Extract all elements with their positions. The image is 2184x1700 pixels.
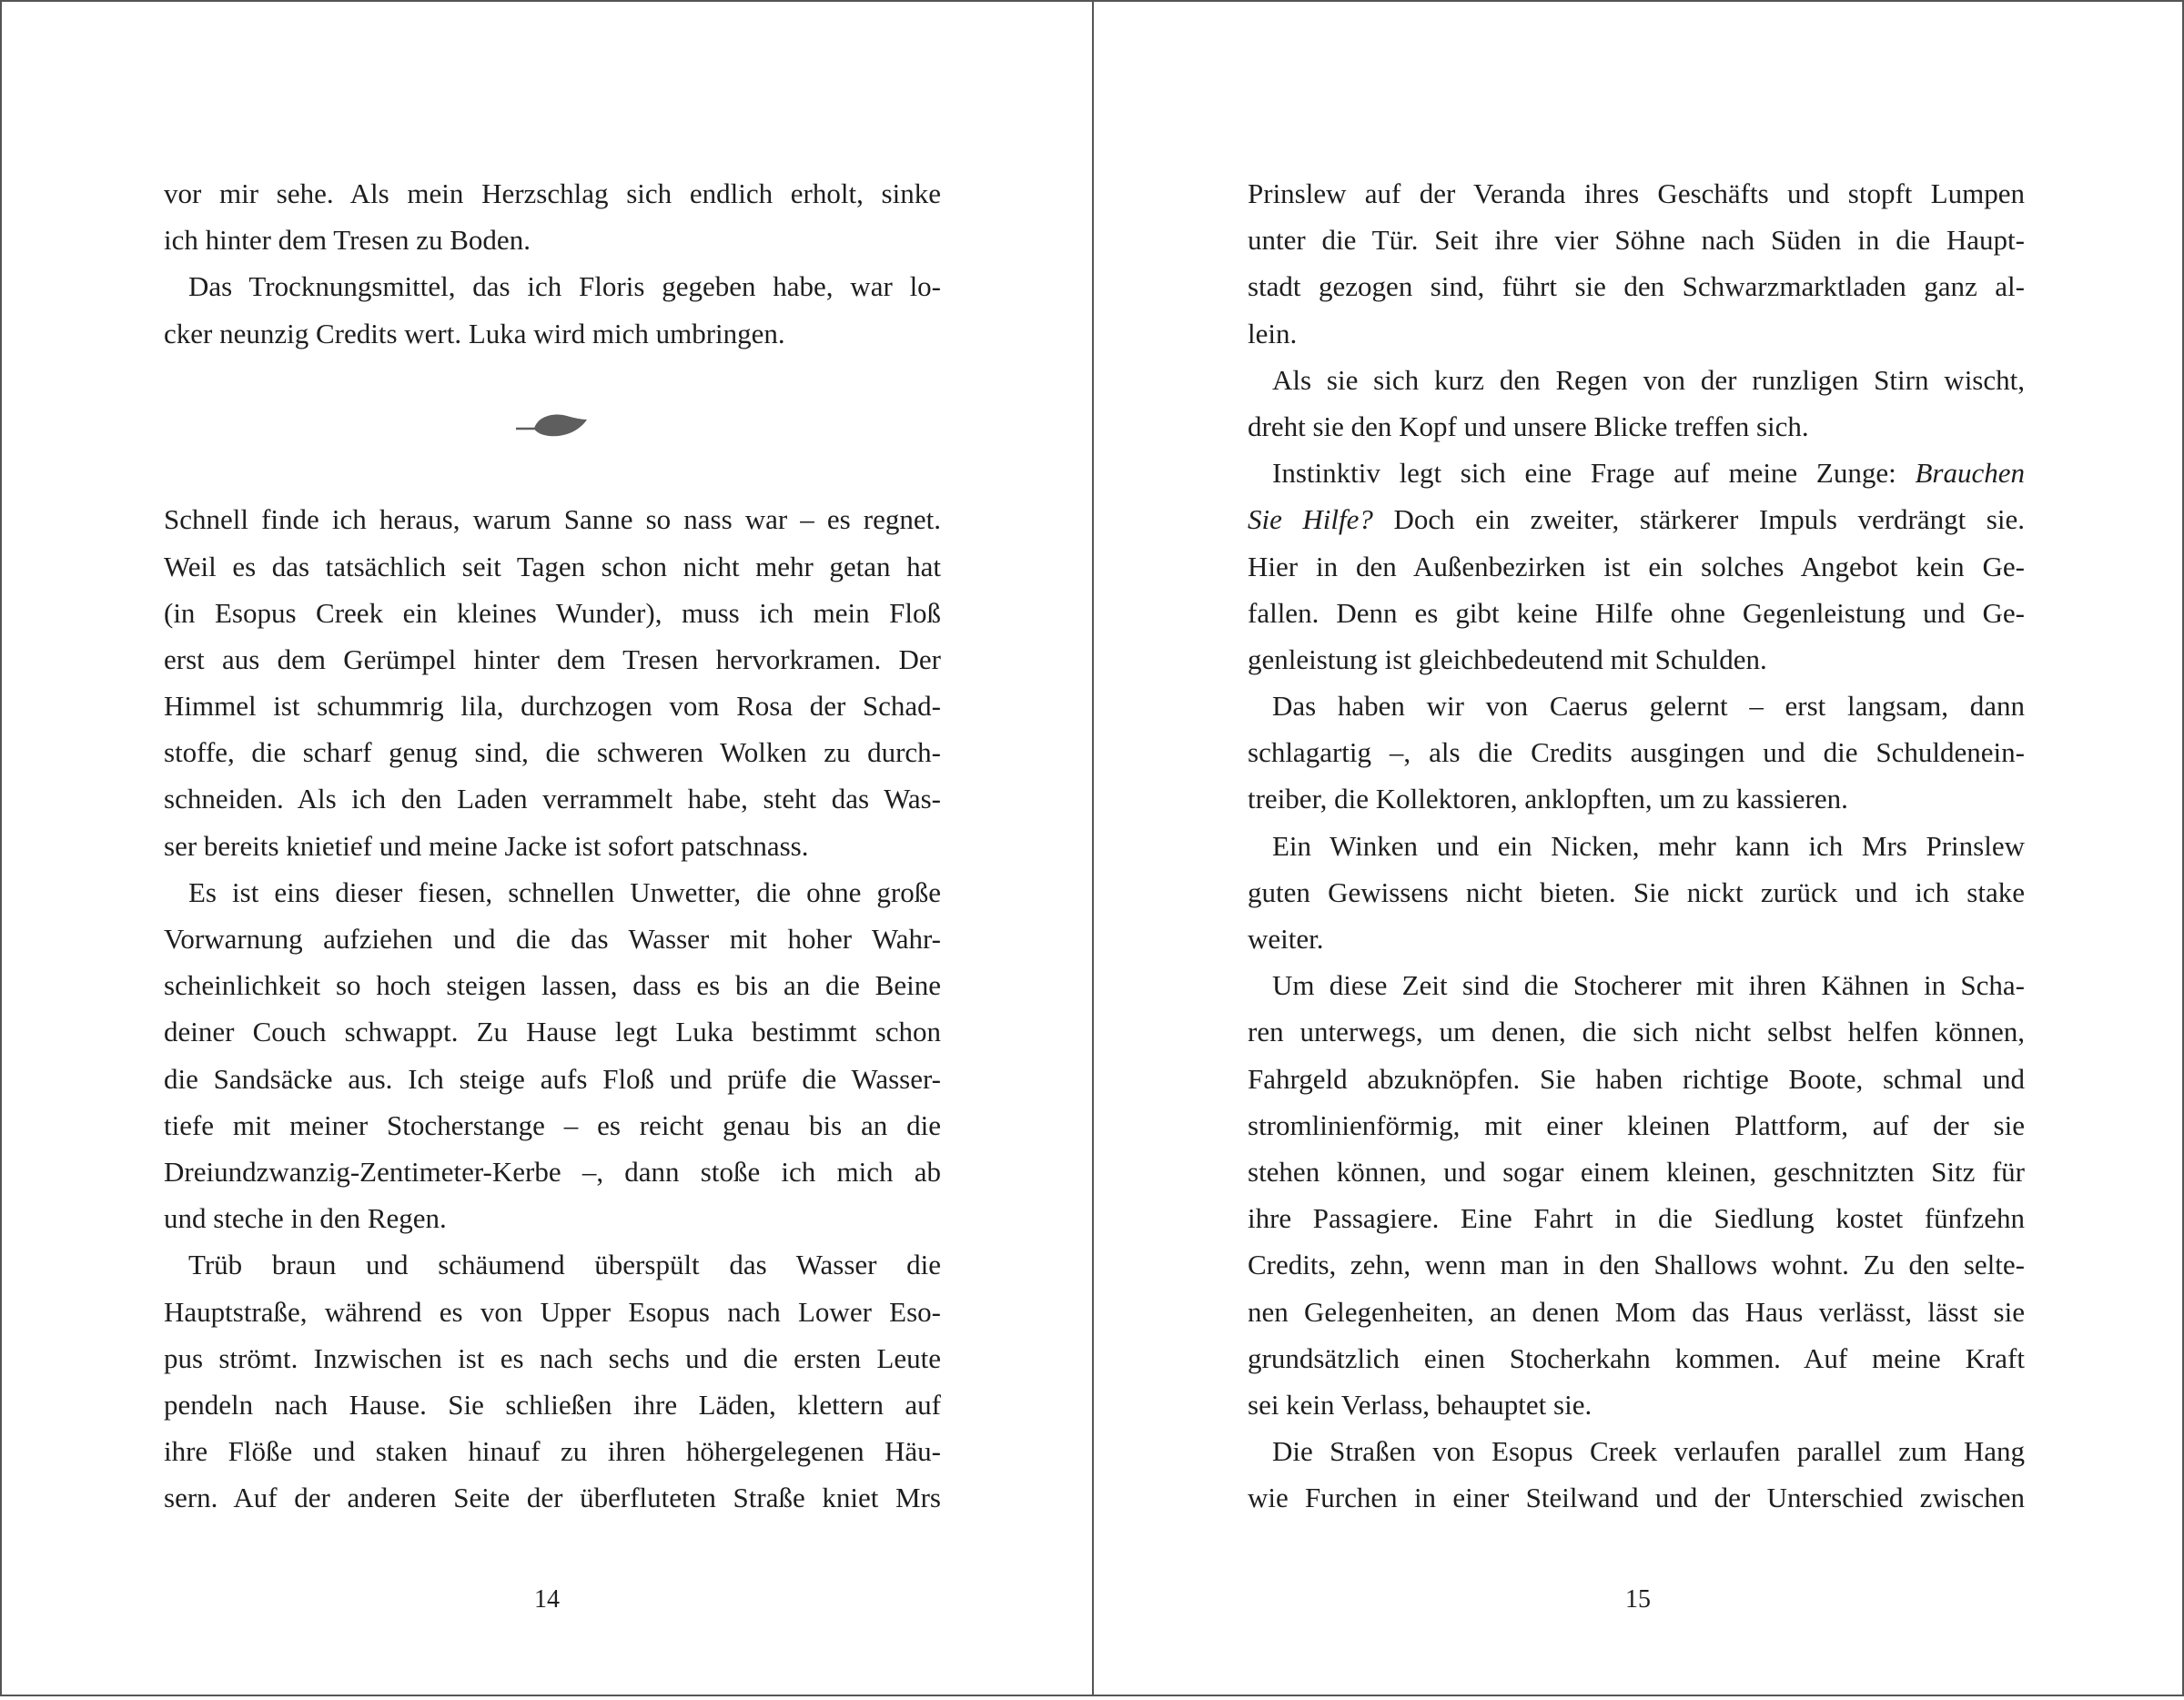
text-line bbox=[164, 1241, 941, 1288]
text-line bbox=[164, 1428, 941, 1474]
text-line bbox=[1248, 543, 2025, 590]
text-line bbox=[1248, 1335, 2025, 1381]
text-line bbox=[164, 869, 941, 916]
line-text: Fahrgeld abzuknöpfen. Sie haben richtige Boote, schmal und bbox=[1248, 1062, 2025, 1095]
line-text: lein. bbox=[1248, 317, 1298, 349]
line-text: pendeln nach Hause. Sie schließen ihre Läden, klettern auf bbox=[164, 1388, 941, 1421]
line-text: ihre Passagiere. Eine Fahrt in die Siedlung kostet fünfzehn bbox=[1248, 1202, 2025, 1235]
text-line bbox=[1248, 1289, 2025, 1335]
text-line bbox=[1248, 775, 2025, 822]
text-line bbox=[164, 729, 941, 775]
text-line bbox=[1248, 823, 2025, 869]
line-text: ren unterwegs, um denen, die sich nicht selbst helfen können, bbox=[1248, 1016, 2025, 1048]
text-line bbox=[164, 1335, 941, 1381]
line-text: Doch ein zweiter, stärkerer Impuls verdrängt sie. bbox=[1372, 503, 2025, 536]
text-line bbox=[1248, 962, 2025, 1008]
line-text: treiber, die Kollektoren, anklopften, um zu kassieren. bbox=[1248, 783, 1848, 815]
line-text: stoffe, die scharf genug sind, die schweren Wolken zu durch- bbox=[164, 736, 941, 769]
line-text: cker neunzig Credits wert. Luka wird mich umbringen. bbox=[164, 317, 785, 349]
text-line bbox=[164, 962, 941, 1008]
text-line bbox=[164, 1195, 941, 1241]
italic-text: Brauchen bbox=[1915, 457, 2025, 490]
text-line bbox=[164, 636, 941, 683]
line-text: weiter. bbox=[1248, 923, 1324, 955]
text-line bbox=[1248, 636, 2025, 683]
line-text: Trüb braun und schäumend überspült das Wasser die bbox=[188, 1249, 941, 1281]
text-line bbox=[1248, 403, 2025, 450]
text-line bbox=[1248, 869, 2025, 916]
line-text: (in Esopus Creek ein kleines Wunder), muss ich mein Floß bbox=[164, 596, 941, 629]
line-text: Weil es das tatsächlich seit Tagen schon nicht mehr getan hat bbox=[164, 550, 941, 582]
text-line bbox=[1248, 683, 2025, 729]
text-line bbox=[164, 263, 941, 309]
line-text: ich hinter dem Tresen zu Boden. bbox=[164, 224, 531, 257]
text-line bbox=[164, 916, 941, 962]
blank-line bbox=[164, 357, 941, 403]
italic-text: Sie Hilfe? bbox=[1248, 503, 1373, 536]
line-text: Das Trocknungsmittel, das ich Floris gegeben habe, war lo- bbox=[188, 270, 941, 303]
text-line bbox=[164, 775, 941, 822]
line-text: stadt gezogen sind, führt sie den Schwarzmarktladen ganz al- bbox=[1248, 270, 2025, 303]
line-text: wie Furchen in einer Steilwand und der Unterschied zwischen bbox=[1248, 1482, 2025, 1514]
text-line bbox=[164, 823, 941, 869]
line-text: Die Straßen von Esopus Creek verlaufen parallel zum Hang bbox=[1272, 1435, 2025, 1468]
text-line bbox=[1248, 1008, 2025, 1055]
line-text: fallen. Denn es gibt keine Hilfe ohne Gegenleistung und Ge- bbox=[1248, 596, 2025, 629]
line-text: Hier in den Außenbezirken ist ein solches Angebot kein Ge- bbox=[1248, 550, 2025, 582]
line-text: Vorwarnung aufziehen und die das Wasser mit hoher Wahr- bbox=[164, 923, 941, 955]
line-text: schlagartig –, als die Credits ausgingen und die Schuldenein- bbox=[1248, 736, 2025, 769]
blank-line bbox=[164, 450, 941, 496]
line-text: ser bereits knietief und meine Jacke ist sofort patschnass. bbox=[164, 829, 809, 862]
text-line bbox=[1248, 590, 2025, 636]
line-text: pus strömt. Inzwischen ist es nach sechs und die ersten Leute bbox=[164, 1341, 941, 1374]
line-text: ihre Flöße und staken hinauf zu ihren höhergelegenen Häu- bbox=[164, 1435, 941, 1468]
text-line bbox=[164, 217, 941, 263]
line-text: nen Gelegenheiten, an denen Mom das Haus verlässt, lässt sie bbox=[1248, 1295, 2025, 1328]
text-line bbox=[164, 1008, 941, 1055]
line-text: stromlinienförmig, mit einer kleinen Plattform, auf der sie bbox=[1248, 1108, 2025, 1141]
page-body bbox=[164, 170, 941, 1521]
text-line bbox=[1248, 1474, 2025, 1521]
page-number: 14 bbox=[534, 1585, 560, 1614]
text-line bbox=[164, 170, 941, 217]
text-line bbox=[164, 310, 941, 357]
text-line bbox=[1248, 1149, 2025, 1195]
text-line bbox=[164, 1474, 941, 1521]
line-text: Hauptstraße, während es von Upper Esopus nach Lower Eso- bbox=[164, 1295, 941, 1328]
text-line bbox=[1248, 170, 2025, 217]
line-text: Dreiundzwanzig-Zentimeter-Kerbe –, dann stoße ich mich ab bbox=[164, 1155, 941, 1188]
text-line bbox=[164, 590, 941, 636]
leaf-icon bbox=[514, 410, 591, 446]
text-line bbox=[1248, 450, 2025, 496]
page-number: 15 bbox=[1625, 1585, 1651, 1614]
text-line bbox=[1248, 1428, 2025, 1474]
line-text: sei kein Verlass, behauptet sie. bbox=[1248, 1388, 1592, 1421]
text-line bbox=[1248, 729, 2025, 775]
line-text: Credits, zehn, wenn man in den Shallows wohnt. Zu den selte- bbox=[1248, 1249, 2025, 1281]
text-line bbox=[1248, 1241, 2025, 1288]
line-text: dreht sie den Kopf und unsere Blicke treffen sich. bbox=[1248, 410, 1809, 442]
text-line bbox=[164, 1056, 941, 1102]
text-line bbox=[1248, 310, 2025, 357]
line-text: Ein Winken und ein Nicken, mehr kann ich Mrs Prinslew bbox=[1272, 829, 2025, 862]
line-text: genleistung ist gleichbedeutend mit Schulden. bbox=[1248, 643, 1767, 675]
text-line bbox=[164, 543, 941, 590]
line-text: Himmel ist schummrig lila, durchzogen vom Rosa der Schad- bbox=[164, 690, 941, 723]
line-text: guten Gewissens nicht bieten. Sie nickt zurück und ich stake bbox=[1248, 875, 2025, 908]
text-line bbox=[1248, 496, 2025, 542]
line-text: Instinktiv legt sich eine Frage auf meine Zunge: bbox=[1272, 457, 1916, 490]
text-line bbox=[1248, 1102, 2025, 1149]
text-line bbox=[164, 683, 941, 729]
text-line bbox=[164, 1381, 941, 1428]
line-text: schneiden. Als ich den Laden verrammelt habe, steht das Was- bbox=[164, 783, 941, 815]
line-text: Prinslew auf der Veranda ihres Geschäfts und stopft Lumpen bbox=[1248, 177, 2025, 209]
line-text: die Sandsäcke aus. Ich steige aufs Floß und prüfe die Wasser- bbox=[164, 1062, 941, 1095]
line-text: Das haben wir von Caerus gelernt – erst langsam, dann bbox=[1272, 690, 2025, 723]
line-text: erst aus dem Gerümpel hinter dem Tresen hervorkramen. Der bbox=[164, 643, 941, 675]
line-text: unter die Tür. Seit ihre vier Söhne nach Süden in die Haupt- bbox=[1248, 224, 2025, 257]
line-text: Schnell finde ich heraus, warum Sanne so nass war – es regnet. bbox=[164, 503, 941, 536]
line-text: vor mir sehe. Als mein Herzschlag sich endlich erholt, sinke bbox=[164, 177, 941, 209]
line-text: deiner Couch schwappt. Zu Hause legt Luka bestimmt schon bbox=[164, 1016, 941, 1048]
line-text: stehen können, und sogar einem kleinen, geschnitzten Sitz für bbox=[1248, 1155, 2025, 1188]
line-text: Als sie sich kurz den Regen von der runzligen Stirn wischt, bbox=[1272, 363, 2025, 396]
text-line bbox=[164, 1289, 941, 1335]
right-page bbox=[1092, 0, 2184, 1696]
text-line bbox=[1248, 916, 2025, 962]
line-text: sern. Auf der anderen Seite der überfluteten Straße kniet Mrs bbox=[164, 1482, 941, 1514]
text-line bbox=[1248, 263, 2025, 309]
text-line bbox=[1248, 357, 2025, 403]
text-line bbox=[164, 1149, 941, 1195]
blank-line bbox=[164, 403, 941, 450]
left-page bbox=[0, 0, 1094, 1696]
line-text: Es ist eins dieser fiesen, schnellen Unwetter, die ohne große bbox=[188, 875, 941, 908]
text-line bbox=[164, 496, 941, 542]
line-text: scheinlichkeit so hoch steigen lassen, dass es bis an die Beine bbox=[164, 969, 941, 1002]
line-text: Um diese Zeit sind die Stocherer mit ihren Kähnen in Scha- bbox=[1272, 969, 2025, 1002]
line-text: tiefe mit meiner Stocherstange – es reicht genau bis an die bbox=[164, 1108, 941, 1141]
text-line bbox=[164, 1102, 941, 1149]
text-line bbox=[1248, 1195, 2025, 1241]
line-text: grundsätzlich einen Stocherkahn kommen. Auf meine Kraft bbox=[1248, 1341, 2025, 1374]
text-line bbox=[1248, 217, 2025, 263]
text-line bbox=[1248, 1056, 2025, 1102]
line-text: und steche in den Regen. bbox=[164, 1202, 447, 1235]
page-body bbox=[1248, 170, 2025, 1521]
text-line bbox=[1248, 1381, 2025, 1428]
